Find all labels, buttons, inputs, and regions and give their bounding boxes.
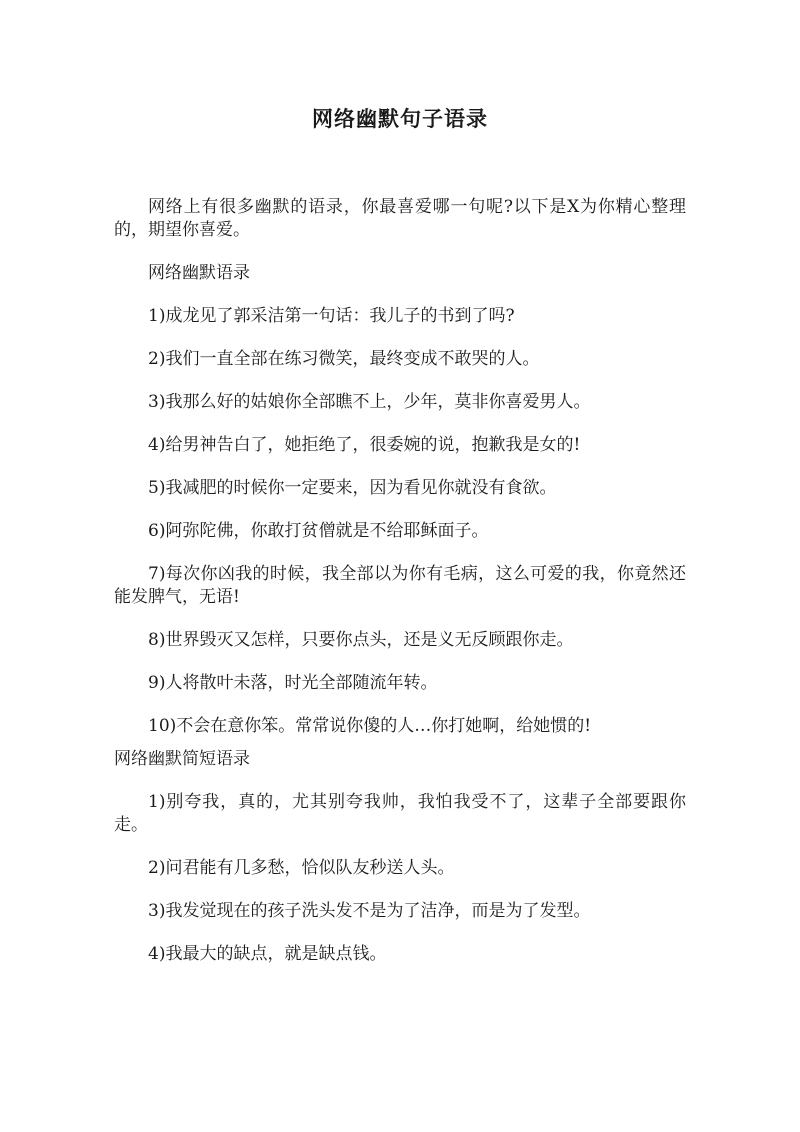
document-body <box>114 186 686 976</box>
list-item: 8)世界毁灭又怎样，只要你点头，还是义无反顾跟你走。 <box>148 630 574 650</box>
intro-paragraph: 网络上有很多幽默的语录，你最喜爱哪一句呢?以下是X为你精心整理的，期望你喜爱。 <box>114 197 686 240</box>
list-item: 1)别夸我，真的，尤其别夸我帅，我怕我受不了，这辈子全部要跟你走。 <box>114 792 686 835</box>
document-title: 网络幽默句子语录 <box>312 106 488 131</box>
list-item: 3)我发觉现在的孩子洗头发不是为了洁净，而是为了发型。 <box>148 901 591 921</box>
list-item: 4)我最大的缺点，就是缺点钱。 <box>148 944 387 964</box>
list-item: 2)我们一直全部在练习微笑，最终变成不敢哭的人。 <box>148 349 540 369</box>
list-item: 1)成龙见了郭采洁第一句话：我儿子的书到了吗? <box>148 306 515 326</box>
section-heading: 网络幽默简短语录 <box>114 749 250 769</box>
list-item: 9)人将散叶未落，时光全部随流年转。 <box>148 673 438 693</box>
section-heading: 网络幽默语录 <box>148 263 250 283</box>
list-item: 4)给男神告白了，她拒绝了，很委婉的说，抱歉我是女的! <box>148 435 581 455</box>
list-item: 10)不会在意你笨。常常说你傻的人…你打她啊，给她惯的! <box>148 716 592 736</box>
list-item: 3)我那么好的姑娘你全部瞧不上，少年，莫非你喜爱男人。 <box>148 392 591 412</box>
list-item: 7)每次你凶我的时候，我全部以为你有毛病，这么可爱的我，你竟然还能发脾气，无语! <box>114 564 686 607</box>
list-item: 6)阿弥陀佛，你敢打贫僧就是不给耶稣面子。 <box>148 521 489 541</box>
list-item: 5)我减肥的时候你一定要来，因为看见你就没有食欲。 <box>148 478 557 498</box>
list-item: 2)问君能有几多愁，恰似队友秒送人头。 <box>148 858 455 878</box>
